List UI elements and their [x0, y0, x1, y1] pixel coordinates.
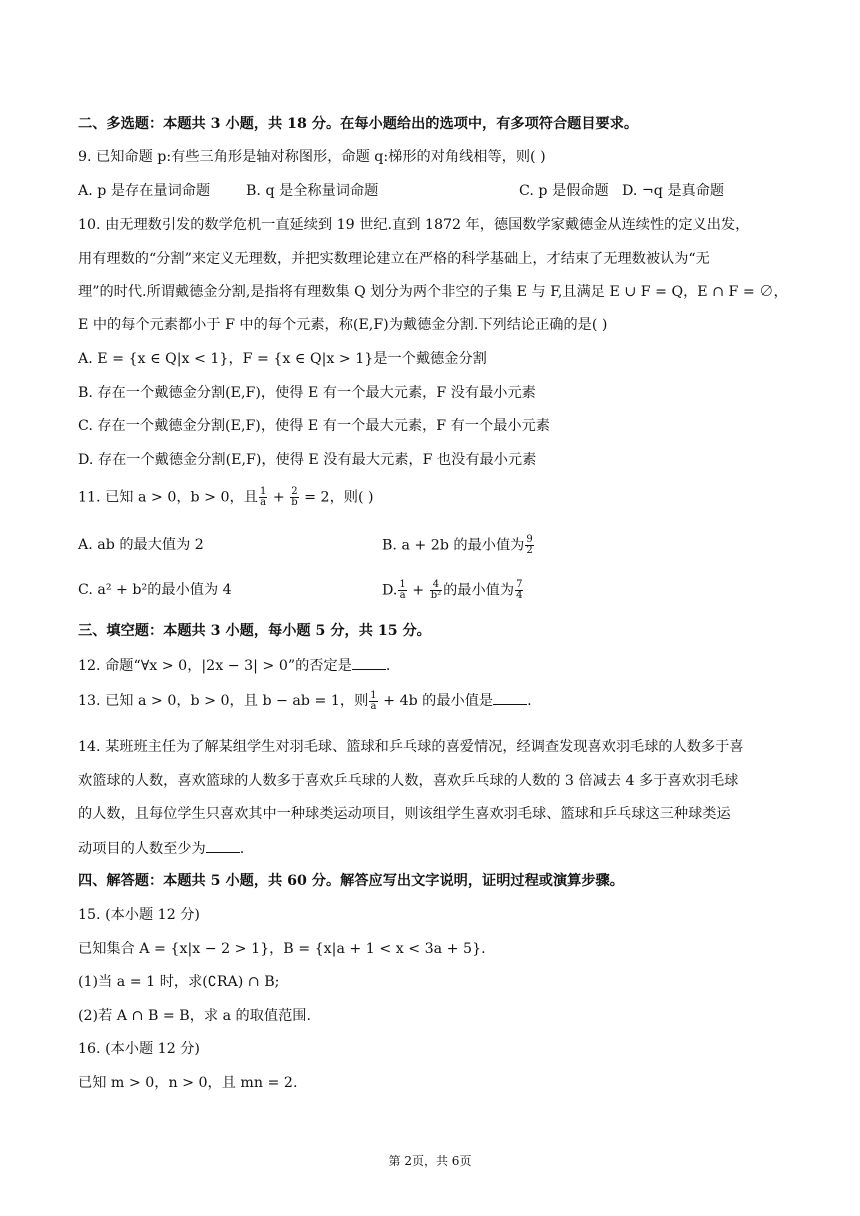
fraction-2-over-b: $\frac{2}{b}$	[291, 486, 298, 508]
question-10-option-d: D. 存在一个戴德金分割(E,F)，使得 E 没有最大元素，F 也没有最小元素	[78, 452, 537, 468]
section-heading-multiple-choice: 二、多选题：本题共 3 小题，共 18 分。在每小题给出的选项中，有多项符合题目要求。	[78, 116, 639, 132]
question-15-part-2: (2)若 A ∩ B = B，求 a 的取值范围.	[78, 1008, 312, 1024]
answer-blank	[493, 690, 527, 705]
question-11-option-b: B. a + 2b 的最小值为 $\frac{9}{2}$	[382, 534, 533, 556]
question-9-option-b: B. q 是全称量词命题	[246, 183, 379, 199]
question-9-option-c: C. p 是假命题	[519, 183, 609, 199]
question-15-header: 15. (本小题 12 分)	[78, 907, 200, 923]
question-10-option-b: B. 存在一个戴德金分割(E,F)，使得 E 有一个最大元素，F 没有最小元素	[78, 385, 536, 401]
question-10-line-2: 用有理数的“分割”来定义无理数，并把实数理论建立在严格的科学基础上，才结束了无理数被认为“无	[78, 251, 710, 267]
fraction-1-over-a: $\frac{1}{a}$	[259, 486, 267, 508]
question-10-option-a: A. E = {x ∈ Q|x < 1}，F = {x ∈ Q|x > 1}是一个戴德金分割	[78, 351, 487, 367]
question-10-line-1: 10. 由无理数引发的数学危机一直延续到 19 世纪.直到 1872 年，德国数学家戴德金从连续性的定义出发，	[78, 217, 750, 233]
question-9-option-a: A. p 是存在量词命题	[78, 183, 211, 199]
question-13: 13. 已知 a > 0，b > 0，且 b − ab = 1，则 $\frac{1}{a}$ + 4b 的最小值是 .	[78, 689, 532, 712]
answer-blank	[206, 838, 240, 853]
question-11-option-d: D. $\frac{1}{a}$ + $\frac{4}{\text{b²}}$ 的最小值为 $\frac{7}{4}$	[382, 579, 523, 601]
answer-blank	[352, 655, 386, 670]
page-footer: 第 2页，共 6页	[388, 1154, 472, 1168]
question-11-stem: 11. 已知 a > 0，b > 0，且 $\frac{1}{a}$ + $\frac{2}{b}$ = 2，则( )	[78, 486, 374, 508]
section-heading-solutions: 四、解答题：本题共 5 小题，共 60 分。解答应写出文字说明，证明过程或演算步骤。	[78, 873, 624, 889]
fraction-7-over-4: $\frac{7}{4}$	[516, 579, 523, 601]
fraction-9-over-2: $\frac{9}{2}$	[526, 534, 533, 556]
section-heading-fill-in: 三、填空题：本题共 3 小题，每小题 5 分，共 15 分。	[78, 623, 431, 639]
question-15-line-1: 已知集合 A = {x|x − 2 > 1}，B = {x|a + 1 < x < 3a + 5}.	[78, 941, 486, 957]
fraction-4-over-b-squared: $\frac{4}{\text{b²}}$	[430, 579, 442, 601]
question-11-option-a: A. ab 的最大值为 2	[78, 537, 204, 553]
fraction-1-over-a: $\frac{1}{a}$	[399, 579, 406, 601]
question-16-header: 16. (本小题 12 分)	[78, 1041, 200, 1057]
question-14-line-4: 动项目的人数至少为 .	[78, 838, 244, 859]
question-14-line-2: 欢篮球的人数，喜欢篮球的人数多于喜欢乒乓球的人数，喜欢乒乓球的人数的 3 倍减去 4 多于喜欢羽毛球	[78, 773, 739, 789]
question-9-stem: 9. 已知命题 p:有些三角形是轴对称图形，命题 q:梯形的对角线相等，则( )	[78, 149, 546, 165]
question-12: 12. 命题“∀x > 0，|2x − 3| > 0”的否定是 .	[78, 655, 390, 676]
question-15-part-1: (1)当 a = 1 时，求(∁RA) ∩ B;	[78, 974, 280, 990]
question-10-line-3: 理”的时代.所谓戴德金分割,是指将有理数集 Q 划分为两个非空的子集 E 与 F,且满足 E ∪ F = Q，E ∩ F = ∅，	[78, 284, 788, 300]
question-10-line-4: E 中的每个元素都小于 F 中的每个元素，称(E,F)为戴德金分割.下列结论正确的是( )	[78, 317, 608, 333]
fraction-1-over-a: $\frac{1}{a}$	[370, 689, 377, 712]
question-11-option-c: C. a² + b²的最小值为 4	[78, 582, 232, 598]
question-14-line-3: 的人数，且每位学生只喜欢其中一种球类运动项目，则该组学生喜欢羽毛球、篮球和乒乓球这三种球类运	[78, 806, 731, 822]
question-10-option-c: C. 存在一个戴德金分割(E,F)，使得 E 有一个最大元素，F 有一个最小元素	[78, 418, 550, 434]
question-14-line-1: 14. 某班班主任为了解某组学生对羽毛球、篮球和乒乓球的喜爱情况，经调查发现喜欢羽毛球的人数多于喜	[78, 739, 744, 755]
question-16-line-1: 已知 m > 0，n > 0，且 mn = 2.	[78, 1075, 298, 1091]
question-9-option-d: D. ¬q 是真命题	[622, 183, 725, 199]
